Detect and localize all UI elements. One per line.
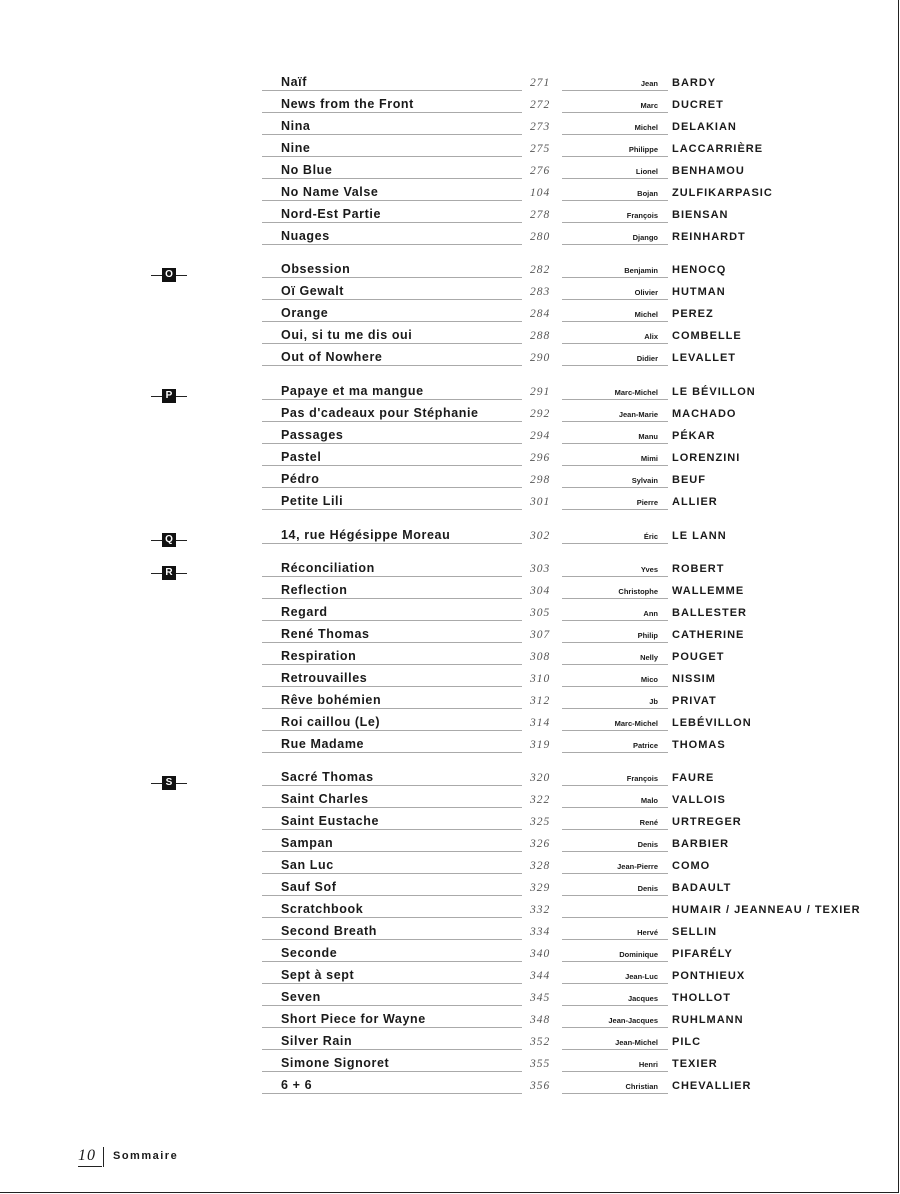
toc-entry: [0, 328, 900, 348]
entry-page-number: 294: [530, 430, 551, 442]
entry-composer-last-name: HUTMAN: [672, 286, 726, 298]
entry-page-number: 332: [530, 904, 551, 916]
entry-title: No Blue: [262, 163, 522, 179]
toc-entry: [0, 75, 900, 95]
entry-composer-first-name: Philippe: [562, 144, 668, 157]
entry-page-number: 319: [530, 739, 551, 751]
toc-entry: [0, 384, 900, 404]
entry-composer-last-name: PILC: [672, 1036, 702, 1048]
entry-page-number: 275: [530, 143, 551, 155]
entry-composer-first-name: Mimi: [562, 453, 668, 466]
toc-entry: [0, 494, 900, 514]
entry-composer-last-name: HENOCQ: [672, 264, 727, 276]
entry-composer-last-name: ALLIER: [672, 496, 718, 508]
entry-composer-first-name: Django: [562, 232, 668, 245]
entry-title: Sept à sept: [262, 968, 522, 984]
entry-title: Second Breath: [262, 924, 522, 940]
entry-composer-last-name: TEXIER: [672, 1058, 718, 1070]
entry-title: Nord-Est Partie: [262, 207, 522, 223]
entry-title: San Luc: [262, 858, 522, 874]
entry-title: Naïf: [262, 75, 522, 91]
section-letter: Q: [162, 533, 176, 547]
toc-entry: [0, 605, 900, 625]
entry-composer-first-name: Jb: [562, 696, 668, 709]
entry-composer-last-name: NISSIM: [672, 673, 716, 685]
section-letter: O: [162, 268, 176, 282]
entry-composer-last-name: PEREZ: [672, 308, 714, 320]
entry-composer-last-name: REINHARDT: [672, 231, 746, 243]
entry-page-number: 352: [530, 1036, 551, 1048]
toc-entry: [0, 306, 900, 326]
entry-title: Rêve bohémien: [262, 693, 522, 709]
entry-title: Seven: [262, 990, 522, 1006]
entry-title: News from the Front: [262, 97, 522, 113]
toc-entry: [0, 946, 900, 966]
toc-entry: [0, 207, 900, 227]
entry-title: Réconciliation: [262, 561, 522, 577]
entry-page-number: 320: [530, 772, 551, 784]
entry-title: Scratchbook: [262, 902, 522, 918]
toc-entry: [0, 1078, 900, 1098]
entry-title: Rue Madame: [262, 737, 522, 753]
entry-composer-last-name: LEBÉVILLON: [672, 717, 752, 729]
toc-entry: [0, 583, 900, 603]
entry-page-number: 312: [530, 695, 551, 707]
section-letter: P: [162, 389, 176, 403]
entry-composer-last-name: HUMAIR / JEANNEAU / TEXIER: [672, 904, 861, 916]
entry-title: Obsession: [262, 262, 522, 278]
entry-composer-first-name: René: [562, 817, 668, 830]
toc-entry: [0, 185, 900, 205]
footer-label: Sommaire: [113, 1150, 179, 1162]
toc-entry: [0, 693, 900, 713]
entry-composer-first-name: Jean: [562, 78, 668, 91]
entry-title: Roi caillou (Le): [262, 715, 522, 731]
toc-entry: [0, 649, 900, 669]
toc-entry: [0, 561, 900, 581]
entry-composer-last-name: LE LANN: [672, 530, 727, 542]
entry-composer-first-name: Christian: [562, 1081, 668, 1094]
entry-page-number: 308: [530, 651, 551, 663]
entry-page-number: 314: [530, 717, 551, 729]
entry-page-number: 356: [530, 1080, 551, 1092]
entry-title: Silver Rain: [262, 1034, 522, 1050]
entry-composer-last-name: PÉKAR: [672, 430, 716, 442]
entry-title: Petite Lili: [262, 494, 522, 510]
entry-composer-first-name: Alix: [562, 331, 668, 344]
entry-composer-first-name: Denis: [562, 839, 668, 852]
entry-composer-last-name: PONTHIEUX: [672, 970, 746, 982]
entry-title: Reflection: [262, 583, 522, 599]
toc-entry: [0, 770, 900, 790]
entry-composer-first-name: Nelly: [562, 652, 668, 665]
toc-entry: [0, 814, 900, 834]
entry-page-number: 348: [530, 1014, 551, 1026]
entry-page-number: 283: [530, 286, 551, 298]
entry-composer-last-name: BARBIER: [672, 838, 730, 850]
entry-page-number: 291: [530, 386, 551, 398]
toc-entry: [0, 428, 900, 448]
entry-composer-first-name: Malo: [562, 795, 668, 808]
entry-composer-first-name: Christophe: [562, 586, 668, 599]
entry-page-number: 273: [530, 121, 551, 133]
entry-title: Simone Signoret: [262, 1056, 522, 1072]
toc-entry: [0, 671, 900, 691]
page-number: 10: [78, 1147, 96, 1164]
entry-page-number: 292: [530, 408, 551, 420]
entry-composer-first-name: Marc-Michel: [562, 387, 668, 400]
entry-page-number: 284: [530, 308, 551, 320]
entry-page-number: 276: [530, 165, 551, 177]
entry-composer-first-name: Mico: [562, 674, 668, 687]
entry-title: Out of Nowhere: [262, 350, 522, 366]
entry-composer-first-name: Jean-Jacques: [562, 1015, 668, 1028]
entry-composer-last-name: COMO: [672, 860, 711, 872]
toc-entry: [0, 163, 900, 183]
entry-composer-first-name: Olivier: [562, 287, 668, 300]
toc-entry: [0, 968, 900, 988]
entry-composer-first-name: Michel: [562, 309, 668, 322]
entry-composer-last-name: BEUF: [672, 474, 706, 486]
entry-title: Papaye et ma mangue: [262, 384, 522, 400]
entry-composer-first-name: Jean-Michel: [562, 1037, 668, 1050]
entry-composer-first-name: Patrice: [562, 740, 668, 753]
entry-composer-first-name: Éric: [562, 531, 668, 544]
entry-composer-last-name: CATHERINE: [672, 629, 745, 641]
entry-composer-first-name: Ann: [562, 608, 668, 621]
entry-title: Seconde: [262, 946, 522, 962]
section-marker-p: [151, 389, 187, 403]
entry-title: Pas d'cadeaux pour Stéphanie: [262, 406, 522, 422]
entry-composer-first-name: François: [562, 210, 668, 223]
toc-entry: [0, 880, 900, 900]
footer-rule: [78, 1166, 102, 1167]
entry-page-number: 322: [530, 794, 551, 806]
toc-entry: [0, 836, 900, 856]
entry-page-number: 307: [530, 629, 551, 641]
entry-title: Pédro: [262, 472, 522, 488]
entry-composer-last-name: BARDY: [672, 77, 717, 89]
entry-page-number: 271: [530, 77, 551, 89]
section-marker-r: [151, 566, 187, 580]
entry-composer-last-name: LACCARRIÈRE: [672, 143, 764, 155]
entry-composer-first-name: Philip: [562, 630, 668, 643]
entry-composer-last-name: BADAULT: [672, 882, 732, 894]
toc-entry: [0, 858, 900, 878]
toc-entry: [0, 715, 900, 735]
toc-entry: [0, 472, 900, 492]
toc-entry: [0, 141, 900, 161]
entry-page-number: 303: [530, 563, 551, 575]
entry-title: 6 + 6: [262, 1078, 522, 1094]
section-letter: R: [162, 566, 176, 580]
entry-composer-first-name: Pierre: [562, 497, 668, 510]
entry-title: Sauf Sof: [262, 880, 522, 896]
entry-page-number: 329: [530, 882, 551, 894]
entry-composer-last-name: BENHAMOU: [672, 165, 745, 177]
entry-composer-first-name: Bojan: [562, 188, 668, 201]
toc-entry: [0, 119, 900, 139]
entry-composer-last-name: PIFARÉLY: [672, 948, 733, 960]
entry-title: René Thomas: [262, 627, 522, 643]
toc-entry: [0, 1056, 900, 1076]
entry-title: Nina: [262, 119, 522, 135]
entry-page-number: 355: [530, 1058, 551, 1070]
entry-page-number: 272: [530, 99, 551, 111]
entry-composer-first-name: Lionel: [562, 166, 668, 179]
entry-composer-first-name: Hervé: [562, 927, 668, 940]
entry-composer-last-name: DELAKIAN: [672, 121, 737, 133]
entry-title: Oui, si tu me dis oui: [262, 328, 522, 344]
entry-composer-first-name: Benjamin: [562, 265, 668, 278]
entry-composer-last-name: WALLEMME: [672, 585, 745, 597]
entry-composer-first-name: [562, 917, 668, 918]
entry-page-number: 104: [530, 187, 551, 199]
entry-page-number: 305: [530, 607, 551, 619]
entry-composer-last-name: LEVALLET: [672, 352, 737, 364]
entry-composer-last-name: BALLESTER: [672, 607, 747, 619]
entry-title: Sampan: [262, 836, 522, 852]
toc-entry: [0, 528, 900, 548]
entry-title: Saint Eustache: [262, 814, 522, 830]
toc-entry: [0, 1034, 900, 1054]
entry-composer-first-name: Jean-Marie: [562, 409, 668, 422]
entry-page-number: 340: [530, 948, 551, 960]
entry-composer-first-name: Marc: [562, 100, 668, 113]
entry-composer-first-name: Dominique: [562, 949, 668, 962]
entry-title: Retrouvailles: [262, 671, 522, 687]
entry-composer-last-name: MACHADO: [672, 408, 737, 420]
entry-title: Regard: [262, 605, 522, 621]
entry-composer-last-name: ZULFIKARPASIC: [672, 187, 773, 199]
entry-page-number: 345: [530, 992, 551, 1004]
entry-composer-first-name: Sylvain: [562, 475, 668, 488]
entry-composer-first-name: Manu: [562, 431, 668, 444]
entry-composer-last-name: COMBELLE: [672, 330, 742, 342]
entry-composer-last-name: THOMAS: [672, 739, 726, 751]
entry-composer-first-name: Jean-Luc: [562, 971, 668, 984]
entry-title: Short Piece for Wayne: [262, 1012, 522, 1028]
entry-composer-last-name: ROBERT: [672, 563, 725, 575]
entry-composer-first-name: Jean-Pierre: [562, 861, 668, 874]
entry-page-number: 328: [530, 860, 551, 872]
toc-entry: [0, 627, 900, 647]
entry-title: Nuages: [262, 229, 522, 245]
toc-entry: [0, 284, 900, 304]
entry-page-number: 326: [530, 838, 551, 850]
entry-composer-last-name: RUHLMANN: [672, 1014, 744, 1026]
entry-page-number: 288: [530, 330, 551, 342]
entry-title: 14, rue Hégésippe Moreau: [262, 528, 522, 544]
entry-composer-last-name: DUCRET: [672, 99, 724, 111]
entry-composer-last-name: LORENZINI: [672, 452, 741, 464]
entry-composer-last-name: VALLOIS: [672, 794, 726, 806]
entry-page-number: 282: [530, 264, 551, 276]
toc-entry: [0, 792, 900, 812]
entry-composer-first-name: Didier: [562, 353, 668, 366]
entry-title: No Name Valse: [262, 185, 522, 201]
entry-composer-first-name: Denis: [562, 883, 668, 896]
entry-composer-last-name: LE BÉVILLON: [672, 386, 756, 398]
entry-composer-first-name: Henri: [562, 1059, 668, 1072]
entry-composer-first-name: Marc-Michel: [562, 718, 668, 731]
entry-title: Sacré Thomas: [262, 770, 522, 786]
entry-composer-last-name: THOLLOT: [672, 992, 731, 1004]
entry-title: Respiration: [262, 649, 522, 665]
toc-entry: [0, 1012, 900, 1032]
entry-page-number: 304: [530, 585, 551, 597]
entry-composer-last-name: BIENSAN: [672, 209, 729, 221]
entry-title: Orange: [262, 306, 522, 322]
entry-page-number: 298: [530, 474, 551, 486]
entry-title: Nine: [262, 141, 522, 157]
entry-composer-first-name: Yves: [562, 564, 668, 577]
entry-title: Saint Charles: [262, 792, 522, 808]
toc-entry: [0, 902, 900, 922]
entry-page-number: 310: [530, 673, 551, 685]
toc-entry: [0, 97, 900, 117]
entry-page-number: 325: [530, 816, 551, 828]
section-marker-q: [151, 533, 187, 547]
entry-composer-first-name: Jacques: [562, 993, 668, 1006]
entry-composer-last-name: CHEVALLIER: [672, 1080, 752, 1092]
entry-composer-first-name: François: [562, 773, 668, 786]
entry-title: Passages: [262, 428, 522, 444]
entry-composer-last-name: PRIVAT: [672, 695, 717, 707]
entry-page-number: 344: [530, 970, 551, 982]
toc-entry: [0, 924, 900, 944]
entry-composer-first-name: Michel: [562, 122, 668, 135]
toc-entry: [0, 737, 900, 757]
entry-title: Oï Gewalt: [262, 284, 522, 300]
entry-composer-last-name: POUGET: [672, 651, 725, 663]
toc-entry: [0, 229, 900, 249]
toc-entry: [0, 262, 900, 282]
toc-entry: [0, 406, 900, 426]
section-marker-s: [151, 776, 187, 790]
entry-page-number: 301: [530, 496, 551, 508]
entry-page-number: 278: [530, 209, 551, 221]
entry-page-number: 296: [530, 452, 551, 464]
section-letter: S: [162, 776, 176, 790]
entry-composer-last-name: FAURE: [672, 772, 715, 784]
footer-divider: [103, 1147, 104, 1167]
toc-entry: [0, 350, 900, 370]
entry-page-number: 290: [530, 352, 551, 364]
entry-composer-last-name: URTREGER: [672, 816, 742, 828]
entry-page-number: 280: [530, 231, 551, 243]
entry-page-number: 302: [530, 530, 551, 542]
entry-title: Pastel: [262, 450, 522, 466]
section-marker-o: [151, 268, 187, 282]
entry-composer-last-name: SELLIN: [672, 926, 718, 938]
toc-entry: [0, 450, 900, 470]
entry-page-number: 334: [530, 926, 551, 938]
toc-entry: [0, 990, 900, 1010]
